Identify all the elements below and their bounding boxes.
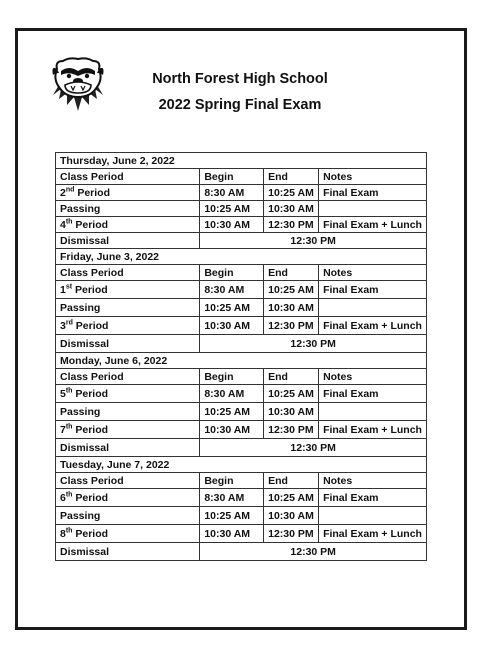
table-row — [56, 385, 427, 403]
begin-cell: 10:30 AM — [200, 217, 264, 233]
table-row — [56, 281, 427, 299]
dismissal-label: Dismissal — [56, 439, 200, 457]
period-number: 5 — [60, 387, 66, 400]
ordinal-suffix: th — [65, 527, 73, 534]
column-header-begin: Begin — [200, 369, 264, 385]
end-cell: 12:30 PM — [264, 217, 319, 233]
dismissal-label: Dismissal — [56, 233, 200, 249]
begin-cell: 8:30 AM — [200, 185, 264, 201]
column-header-end: End — [264, 265, 319, 281]
column-header-begin: Begin — [200, 265, 264, 281]
period-word: Period — [72, 283, 108, 296]
day-date: Monday, June 6, 2022 — [56, 353, 427, 369]
begin-cell: 10:30 AM — [200, 421, 264, 439]
end-cell: 10:30 AM — [264, 201, 319, 217]
end-cell: 10:25 AM — [264, 489, 319, 507]
period-cell — [56, 217, 200, 233]
table-row — [56, 507, 427, 525]
period-cell: Passing — [56, 201, 200, 217]
ordinal-suffix: th — [65, 218, 73, 225]
begin-cell: 8:30 AM — [200, 489, 264, 507]
begin-cell: 10:25 AM — [200, 403, 264, 421]
dismissal-row — [56, 543, 427, 561]
notes-cell: Final Exam — [319, 385, 427, 403]
table-row — [56, 403, 427, 421]
table-row — [56, 185, 427, 201]
notes-cell: Final Exam + Lunch — [319, 317, 427, 335]
begin-cell: 10:30 AM — [200, 525, 264, 543]
exam-schedule-table — [55, 152, 427, 561]
dismissal-label: Dismissal — [56, 543, 200, 561]
bulldog-mascot-icon — [47, 55, 109, 117]
dismissal-row — [56, 335, 427, 353]
column-header-end: End — [264, 369, 319, 385]
day-header-row — [56, 249, 427, 265]
period-word: Period — [72, 387, 109, 400]
column-header-begin: Begin — [200, 473, 264, 489]
dismissal-row — [56, 439, 427, 457]
period-cell — [56, 385, 200, 403]
period-cell — [56, 421, 200, 439]
dismissal-time: 12:30 PM — [200, 335, 427, 353]
begin-cell: 10:30 AM — [200, 317, 264, 335]
notes-cell — [319, 299, 427, 317]
notes-cell — [319, 403, 427, 421]
dismissal-time: 12:30 PM — [200, 543, 427, 561]
period-cell — [56, 281, 200, 299]
period-word: Period — [72, 319, 109, 332]
begin-cell: 8:30 AM — [200, 385, 264, 403]
notes-cell: Final Exam + Lunch — [319, 421, 427, 439]
period-word: Period — [72, 527, 109, 540]
day-header-row — [56, 153, 427, 169]
period-word: Period — [74, 186, 110, 199]
table-row — [56, 299, 427, 317]
table-row — [56, 421, 427, 439]
period-cell: Passing — [56, 299, 200, 317]
ordinal-suffix: th — [65, 423, 73, 430]
period-cell — [56, 525, 200, 543]
column-header-notes: Notes — [319, 369, 427, 385]
day-date: Friday, June 3, 2022 — [56, 249, 427, 265]
period-word: Period — [72, 218, 109, 231]
school-name: North Forest High School — [152, 71, 328, 87]
day-date: Tuesday, June 7, 2022 — [56, 457, 427, 473]
dismissal-time: 12:30 PM — [200, 439, 427, 457]
begin-cell: 10:25 AM — [200, 201, 264, 217]
period-number: 3 — [60, 319, 66, 332]
period-word: Period — [72, 423, 109, 436]
end-cell: 12:30 PM — [264, 525, 319, 543]
table-row — [56, 201, 427, 217]
column-header-notes: Notes — [319, 169, 427, 185]
period-word: Period — [72, 491, 109, 504]
day-date: Thursday, June 2, 2022 — [56, 153, 427, 169]
column-header-end: End — [264, 169, 319, 185]
table-row — [56, 489, 427, 507]
ordinal-suffix: th — [65, 491, 73, 498]
notes-cell: Final Exam — [319, 185, 427, 201]
ordinal-suffix: nd — [65, 186, 75, 193]
column-header-end: End — [264, 473, 319, 489]
exam-title: 2022 Spring Final Exam — [158, 97, 322, 113]
end-cell: 10:25 AM — [264, 185, 319, 201]
column-header-notes: Notes — [319, 473, 427, 489]
ordinal-suffix: st — [65, 283, 73, 290]
table-row — [56, 317, 427, 335]
period-number: 7 — [60, 423, 66, 436]
period-number: 4 — [60, 218, 66, 231]
period-cell — [56, 185, 200, 201]
end-cell: 10:30 AM — [264, 507, 319, 525]
column-header-begin: Begin — [200, 169, 264, 185]
begin-cell: 8:30 AM — [200, 281, 264, 299]
notes-cell: Final Exam + Lunch — [319, 525, 427, 543]
end-cell: 12:30 PM — [264, 317, 319, 335]
begin-cell: 10:25 AM — [200, 299, 264, 317]
notes-cell: Final Exam — [319, 281, 427, 299]
column-header-class-period: Class Period — [56, 473, 200, 489]
notes-cell — [319, 507, 427, 525]
dismissal-time: 12:30 PM — [200, 233, 427, 249]
period-number: 8 — [60, 527, 66, 540]
period-cell: Passing — [56, 403, 200, 421]
column-header-class-period: Class Period — [56, 369, 200, 385]
end-cell: 12:30 PM — [264, 421, 319, 439]
period-cell: Passing — [56, 507, 200, 525]
notes-cell — [319, 201, 427, 217]
day-header-row — [56, 457, 427, 473]
dismissal-row — [56, 233, 427, 249]
table-row — [56, 217, 427, 233]
column-header-row — [56, 369, 427, 385]
column-header-class-period: Class Period — [56, 265, 200, 281]
column-header-row — [56, 169, 427, 185]
period-cell — [56, 317, 200, 335]
period-number: 6 — [60, 491, 66, 504]
column-header-row — [56, 265, 427, 281]
end-cell: 10:25 AM — [264, 281, 319, 299]
dismissal-label: Dismissal — [56, 335, 200, 353]
end-cell: 10:30 AM — [264, 299, 319, 317]
column-header-notes: Notes — [319, 265, 427, 281]
ordinal-suffix: rd — [65, 319, 73, 326]
period-cell — [56, 489, 200, 507]
ordinal-suffix: th — [65, 387, 73, 394]
notes-cell: Final Exam — [319, 489, 427, 507]
begin-cell: 10:25 AM — [200, 507, 264, 525]
end-cell: 10:25 AM — [264, 385, 319, 403]
day-header-row — [56, 353, 427, 369]
period-number: 1 — [60, 283, 66, 296]
period-number: 2 — [60, 186, 66, 199]
column-header-class-period: Class Period — [56, 169, 200, 185]
notes-cell: Final Exam + Lunch — [319, 217, 427, 233]
end-cell: 10:30 AM — [264, 403, 319, 421]
column-header-row — [56, 473, 427, 489]
table-row — [56, 525, 427, 543]
